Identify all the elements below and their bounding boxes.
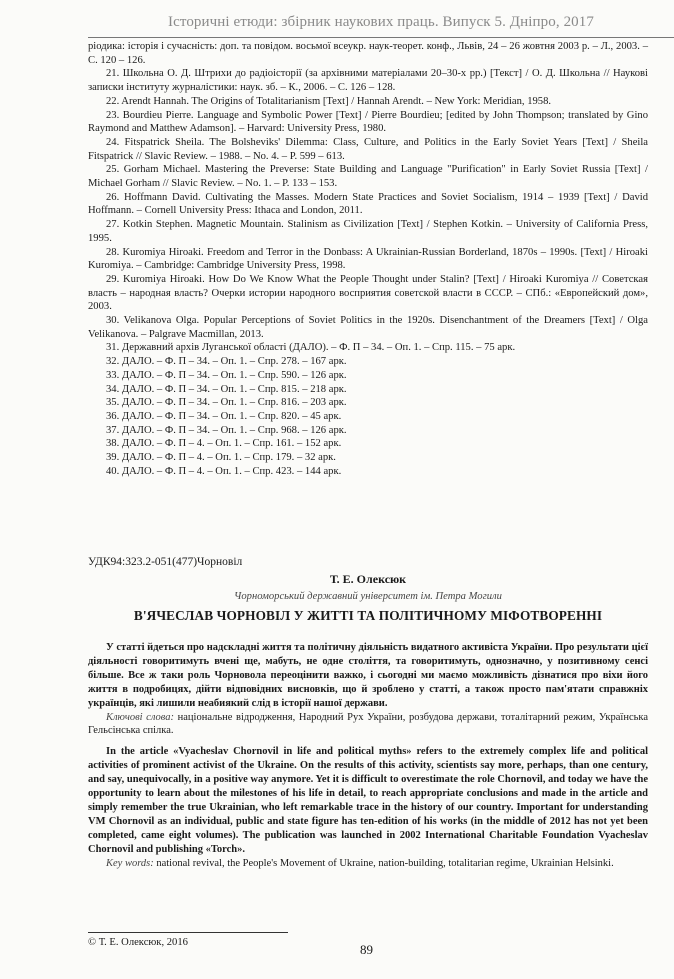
reference-list bbox=[88, 40, 648, 479]
header-rule bbox=[88, 37, 674, 38]
keywords-en-text: national revival, the People's Movement of Ukraine, nation-building, totalitarian regime, Ukrainian Helsinki. bbox=[156, 857, 614, 869]
reference-item: 40. ДАЛО. – Ф. П – 4. – Оп. 1. – Спр. 423. – 144 арк. bbox=[106, 465, 342, 477]
copyright-note: © Т. Е. Олексюк, 2016 bbox=[88, 937, 188, 948]
abstract-ukrainian: У статті йдеться про надскладні життя та політичну діяльність видатного активіста України. Про результати цієї діяльності говоритимуть вчені ще, мабуть, не одне століття, та говоритимуть, однозначно, у позитивному сенсі більше. Все ж таки роль Чорновола переоцінити важко, і сьогодні ми маємо можливість дізнатися про віхи його життя в подробицях, дійти відповідних висновків, що й зроблено у статті, а також просто пам'ятати справжніх українців, які лишили неабиякий слід в історії нашої держави. bbox=[88, 642, 648, 709]
reference-item: 37. ДАЛО. – Ф. П – 34. – Оп. 1. – Спр. 968. – 126 арк. bbox=[106, 424, 347, 436]
footnote-rule bbox=[88, 932, 288, 933]
reference-item: 27. Kotkin Stephen. Magnetic Mountain. Stalinism as Civilization [Text] / Stephen Kotkin. – University of California Press, 1995. bbox=[88, 219, 648, 244]
reference-item: 34. ДАЛО. – Ф. П – 34. – Оп. 1. – Спр. 815. – 218 арк. bbox=[106, 383, 347, 395]
reference-item: 30. Velikanova Olga. Popular Perceptions of Soviet Politics in the 1920s. Disenchantment of the Dreamers [Text] / Olga Velikanova. – Palgrave Macmillan, 2013. bbox=[88, 315, 648, 340]
keywords-ukrainian bbox=[88, 711, 648, 739]
reference-item: 31. Державний архів Луганської області (ДАЛО). – Ф. П – 34. – Оп. 1. – Спр. 115. – 75 арк. bbox=[106, 342, 516, 354]
reference-item: 33. ДАЛО. – Ф. П – 34. – Оп. 1. – Спр. 590. – 126 арк. bbox=[106, 369, 347, 381]
reference-item: 26. Hoffmann David. Cultivating the Masses. Modern State Practices and Soviet Socialism, 1914 – 1939 [Text] / David Hoffmann. – Cornell University Press: Ithaca and London, 2011. bbox=[88, 191, 648, 217]
reference-item: 32. ДАЛО. – Ф. П – 34. – Оп. 1. – Спр. 278. – 167 арк. bbox=[106, 356, 347, 368]
reference-item: 24. Fitspatrick Sheila. The Bolsheviks' Dilemma: Class, Culture, and Politics in the Early Soviet Years [Text] / Sheila Fitspatrick // Slavic Review. – 1988. – No. 4. – P. 599 – 613. bbox=[88, 136, 648, 162]
author-name: Т. Е. Олексюк bbox=[329, 572, 407, 586]
reference-item: 38. ДАЛО. – Ф. П – 4. – Оп. 1. – Спр. 161. – 152 арк. bbox=[106, 438, 342, 450]
page-number: 89 bbox=[360, 942, 373, 957]
reference-item: 28. Kuromiya Hiroaki. Freedom and Terror in the Donbass: A Ukrainian-Russian Borderland, 1870s – 1990s. [Text] / Hiroaki Kuromiya. – Cambridge: Cambridge University Press, 1998. bbox=[88, 246, 648, 272]
reference-item: 25. Gorham Michael. Mastering the Preverse: State Building and Language "Purification" in Early Soviet Russia [Text] / Michael Gorham // Slavic Review. – No. 1. – P. 133 – 153. bbox=[88, 164, 648, 190]
abstract-english: In the article «Vyacheslav Chornovil in life and political myths» refers to the extremely complex life and political activities of prominent activist of the Ukraine. On the results of this activity, scientists say more, perhaps, than one century, and say, unequivocally, in a positive way anymore. Yet it is difficult to overestimate the role Chornovil, and today we have the opportunity to learn about the milestones of his life in detail, to reach appropriate conclusions and made in the article and simply remember the true Ukrainian, who left remarkable trace in the history of our country. Important for understanding VM Chornovil as an individual, public and state figure has ten-edition of his works (in the middle of 2012 has not yet been completed, came eight volumes). The publication was launched in 2002 International Charitable Foundation Vyacheslav Chornovil and publishing «Torch». bbox=[88, 746, 648, 855]
article-title: В'ЯЧЕСЛАВ ЧОРНОВІЛ У ЖИТТІ ТА ПОЛІТИЧНОМУ МІФОТВОРЕННІ bbox=[133, 608, 603, 623]
keywords-en-label: Key words: bbox=[106, 857, 154, 869]
keywords-uk-label: Ключові слова: bbox=[106, 711, 175, 723]
keywords-english bbox=[88, 857, 648, 871]
reference-item: 21. Школьна О. Д. Штрихи до радіоісторії (за архівними матеріалами 20–30-х рр.) [Текст] / О. Д. Школьна // Наукові записки інституту журналістики: наук. зб. – К., 2006. – С. 126 – 128. bbox=[88, 68, 648, 94]
reference-item: 29. Kuromiya Hiroaki. How Do We Know What the People Thought under Stalin? [Text] / Hiroaki Kuromiya // Советская власть – народная власть? Очерки истории народного восприятия советской власти в СССР. – СПб.: «Европейский дом», 2003. bbox=[88, 273, 648, 313]
keywords-uk-text: національне відродження, Народний Рух України, розбудова держави, тоталітарний режим, Українська Гельсінська спілка. bbox=[88, 711, 648, 737]
reference-item: 23. Bourdieu Pierre. Language and Symbolic Power [Text] / Pierre Bourdieu; [edited by John Thompson; translated by Gino Raymond and Matthew Adamson]. – Harvard: University Press, 1980. bbox=[88, 109, 648, 135]
reference-item: ріодика: історія і сучасність: доп. та повідом. восьмої всеукр. наук-теорет. конф., Львів, 24 – 26 жовтня 2003 р. – Л., 2003. – С. 120 – 126. bbox=[88, 41, 648, 66]
author-affiliation: Чорноморський державний університет ім. Петра Могили bbox=[234, 591, 502, 602]
udk-code: УДК94:323.2-051(477)Чорновіл bbox=[88, 556, 243, 568]
reference-item: 22. Arendt Hannah. The Origins of Totalitarianism [Text] / Hannah Arendt. – New York: Meridian, 1958. bbox=[106, 95, 552, 107]
reference-item: 36. ДАЛО. – Ф. П – 34. – Оп. 1. – Спр. 820. – 45 арк. bbox=[106, 410, 342, 422]
reference-item: 35. ДАЛО. – Ф. П – 34. – Оп. 1. – Спр. 816. – 203 арк. bbox=[106, 397, 347, 409]
reference-item: 39. ДАЛО. – Ф. П – 4. – Оп. 1. – Спр. 179. – 32 арк. bbox=[106, 452, 336, 464]
abstract-block bbox=[88, 641, 648, 871]
running-header: Історичні етюди: збірник наукових праць. Випуск 5. Дніпро, 2017 bbox=[168, 14, 594, 30]
